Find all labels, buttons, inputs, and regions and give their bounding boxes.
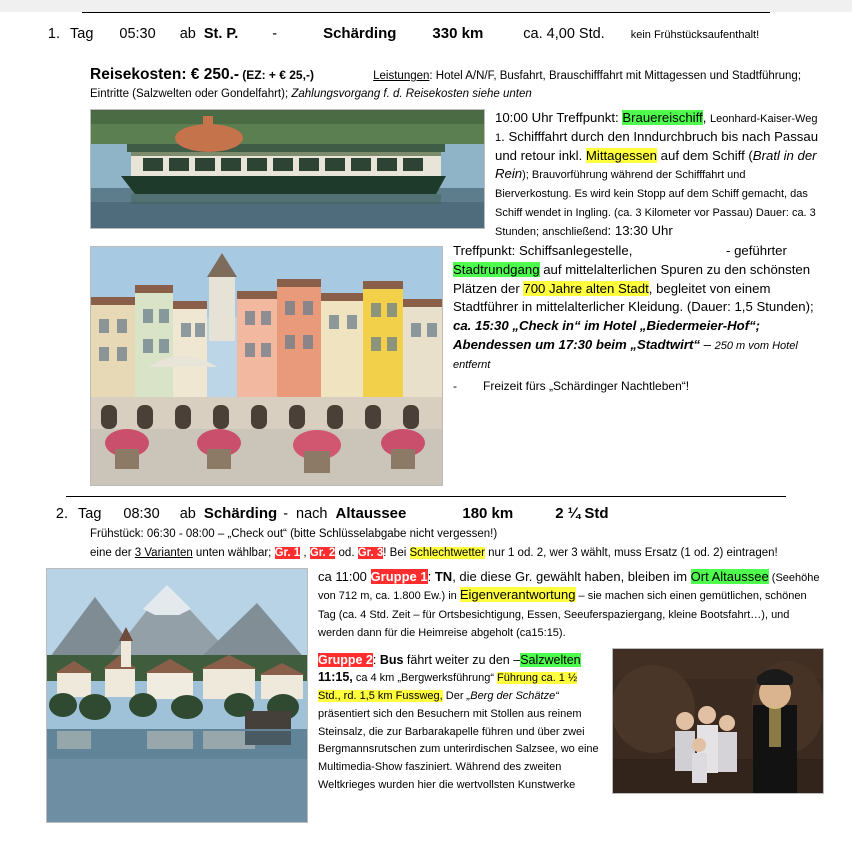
boat-dish-italic: Bratl in der Rein [495,147,817,182]
highlight-gruppe-2: Gruppe 2 [318,652,373,667]
boat-address: Leonhard-Kaiser-Weg 1 [495,113,818,144]
day2-divider [66,496,786,497]
group1-altitude: (Seehöhe von 712 m, ca. 1.800 Ew.) in [318,572,820,603]
day1-header-row [14,25,838,42]
boat-comma: , [702,110,711,126]
day2-variants-a: eine der [90,546,135,559]
day1-ab-label: ab [179,26,196,42]
day1-duration: ca. 4,00 Std. [523,26,605,42]
highlight-brauereischiff: Brauereischiff [622,110,703,126]
day2-distance: 180 km [462,505,514,523]
highlight-mittagessen: Mittagessen [585,147,658,163]
day2-number: 2. [55,506,68,523]
group1-colon: : [427,569,435,585]
day1-distance: 330 km [432,25,484,42]
day2-duration: 2 ¼ Std [555,505,609,523]
day1-note: kein Frühstücksaufenthalt! [630,29,760,41]
costs-title: Reisekosten: € 250.- [90,66,240,83]
salzwelten-miner-photo [612,648,824,794]
brauereischiff-photo [90,109,485,229]
altaussee-lake-photo [46,568,308,823]
group1-text1: , die diese Gr. gewählt haben, bleiben im [452,569,691,585]
day2-dash: - [283,506,289,523]
schaerding-townsquare-photo [90,246,443,486]
day1-dash: - [272,26,278,42]
group2-text4: präsentiert sich den Besuchern mit Stollen aus reinem Steinsalz, die zur Barbarakapelle führen und über zwei Bergmannsrutschen zum unterirdischen Salzsee, wo eine Multimedia-Show fasziniert. Während des zweiten Weltkrieges wurden hier die wertvollsten Kunstwerke [318,707,599,791]
top-divider [82,12,770,13]
day2-origin: Schärding [203,505,278,523]
free-time-text: Freizeit fürs „Schärdinger Nachtleben“! [483,379,690,394]
group2-text3: Der [442,690,467,703]
highlight-eigenverantwortung: Eigenverantwortung [459,587,576,603]
town-hotel-distance: 250 m vom Hotel entfernt [453,339,798,371]
day1-destination: Schärding [323,25,397,42]
day2-variants-d: od. [335,546,358,559]
highlight-ort-altaussee: Ort Altaussee [690,569,769,585]
badge-gruppe-2: Gr. 2 [309,546,336,559]
highlight-salzwelten: Salzwelten [520,652,581,667]
group1-tn: TN [434,569,453,585]
boat-desc2: auf dem Schiff ( [657,147,753,163]
boat-next-time: : 13:30 Uhr [607,222,673,238]
day2-variants-e: ! Bei [383,546,410,559]
services-text: : Hotel A/N/F, Busfahrt, Brauschifffahrt mit Mittagessen und Stadtführung; Eintritte (Salzwelten oder Gondelfahrt); [90,70,802,101]
group2-bus: Bus [379,652,404,667]
highlight-fuehrung: Führung ca. 1 ½ Std., rd. 1,5 km Fussweg, [318,672,578,703]
group2-berg-italic: „Berg der Schätze“ [466,690,559,703]
day2-breakfast-text: Frühstück: 06:30 - 08:00 – „Check out“ (bitte Schlüsselabgabe nicht vergessen!) [90,528,498,541]
free-time-dash: - [453,379,457,394]
day1-departure-time: 05:30 [119,26,156,42]
day2-ab-label: ab [179,506,196,523]
group2-colon: : [372,652,380,667]
town-meeting-point: Treffpunkt: Schiffsanlegestelle, [453,243,633,259]
day2-variants-b: unten wählbar; [192,546,275,559]
boat-desc: . Schifffahrt durch den Inndurchbruch bis nach Passau und retour inkl. [495,128,819,163]
services-payment-note: Zahlungsvorgang f. d. Reisekosten siehe unten [291,88,532,101]
boat-time-label: 10:00 Uhr Treffpunkt: [495,110,623,126]
document-page [0,12,852,864]
town-desc: auf mittelalterlichen Spuren zu den schönsten Plätzen der [453,262,811,296]
group1-time: ca 11:00 [318,569,371,585]
boat-desc3: ); Brauvorführung während der Schifffahrt und Bierverkostung. Es wird kein Stopp auf dem Schiff gemacht, das Schiff wendet in Ingling. (ca. 3 Kilometer vor Passau) Dauer: ca. 3 Stunden; anschließend [495,169,816,238]
highlight-schlechtwetter: Schlechtwetter [409,546,485,559]
highlight-stadtrundgang: Stadtrundgang [453,262,540,278]
day2-label: Tag [78,506,102,523]
costs-single-room: (EZ: + € 25,-) [242,68,314,82]
town-dash: - [726,243,731,259]
town-dash2: – [699,336,715,352]
highlight-gruppe-1: Gruppe 1 [370,569,428,585]
services-label: Leistungen [373,70,430,82]
section-boat [90,109,824,240]
day2-variants-link: 3 Varianten [134,546,193,559]
day2-destination: Altaussee [335,505,407,523]
section-town [90,242,824,395]
town-guided: geführter [730,243,787,259]
day1-label: Tag [70,26,94,42]
group1-text2: – sie machen sich einen gemütlichen, schönen Tag (ca. 4 Std. Zeit – für Ortsbesichtigung, Essen, Seeuferspaziergang, kleine Bootsfahrt…), und werden dann für die Heimreise abgeholt (ca15:15). [318,590,807,640]
day2-header-row [14,505,838,522]
group2-time: 11:15, [318,670,353,685]
group2-text2: ca 4 km „Bergwerksführung“ [352,672,498,685]
town-desc2: , begleitet von einem Stadtführer in mittelalterlicher Kleidung. (Dauer: 1,5 Stunden); [453,280,814,315]
day1-number: 1. [47,26,60,42]
day1-origin: St. P. [203,26,239,42]
day2-departure-time: 08:30 [123,506,160,523]
day2-variants-c: , [300,546,310,559]
badge-gruppe-1: Gr. 1 [274,546,301,559]
town-hotel-checkin: ca. 15:30 „Check in“ im Hotel „Biedermeier-Hof“; Abendessen um 17:30 beim „Stadtwirt“ [453,318,761,352]
group2-text1: fährt weiter zu den – [403,652,521,667]
costs-block [90,64,824,103]
highlight-alte-stadt: 700 Jahre alten Stadt [523,280,649,296]
day2-breakfast-line [90,525,838,562]
section-altaussee [46,568,824,794]
badge-gruppe-3: Gr. 3 [357,546,384,559]
day2-variants-f: nur 1 od. 2, wer 3 wählt, muss Ersatz (1 od. 2) eintragen! [484,546,778,559]
day2-nach-label: nach [296,506,328,523]
